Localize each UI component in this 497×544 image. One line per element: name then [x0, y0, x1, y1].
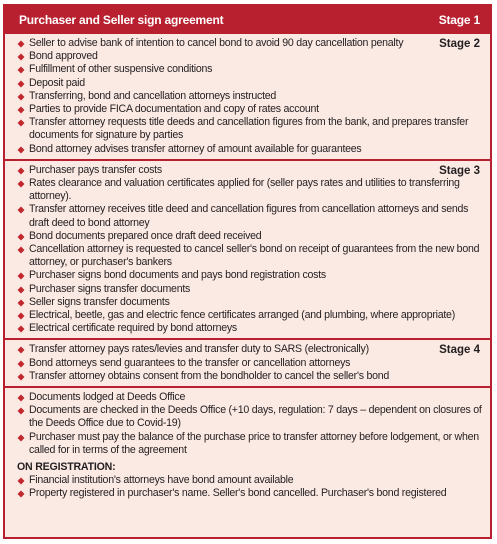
stage-section: [5, 338, 490, 386]
list-item: Seller to advise bank of intention to cancel bond to avoid 90 day cancellation penalty: [17, 37, 482, 50]
header-title: Purchaser and Seller sign agreement: [19, 13, 224, 27]
list-item: Documents are checked in the Deeds Office (+10 days, regulation: 7 days – dependent on closures of the Deeds Office due to Covid-19): [17, 404, 482, 430]
list-item: Purchaser pays transfer costs: [17, 164, 482, 177]
list-item: Bond documents prepared once draft deed received: [17, 230, 482, 243]
list-item: Electrical certificate required by bond attorneys: [17, 322, 482, 335]
header-stage-label: Stage 1: [438, 13, 480, 27]
list-item: Bond approved: [17, 50, 482, 63]
list-item: Electrical, beetle, gas and electric fence certificates arranged (and plumbing, where appropriate): [17, 309, 482, 322]
on-registration-heading: ON REGISTRATION:: [17, 461, 116, 474]
bullet-list: [17, 164, 482, 336]
bullet-list: [17, 343, 482, 383]
stage-section: [5, 34, 490, 159]
bullet-list: [17, 37, 482, 156]
list-item: Purchaser must pay the balance of the purchase price to transfer attorney before lodgement, or when called for in terms of the agreement: [17, 431, 482, 457]
stage-label: Stage 2: [439, 38, 480, 50]
list-item: Property registered in purchaser's name. Seller's bond cancelled. Purchaser's bond registered: [17, 487, 482, 500]
stage-label: Stage 3: [439, 164, 480, 177]
list-item: Transfer attorney pays rates/levies and transfer duty to SARS (electronically): [17, 343, 482, 356]
list-item: Fulfillment of other suspensive conditions: [17, 63, 482, 76]
list-item: Purchaser signs bond documents and pays bond registration costs: [17, 269, 482, 282]
list-item: Transfer attorney receives title deed and cancellation figures from cancellation attorneys and sends draft deed to bond attorney: [17, 203, 482, 229]
list-item: Seller signs transfer documents: [17, 296, 482, 309]
list-item: Purchaser signs transfer documents: [17, 283, 482, 296]
bullet-list: [17, 391, 482, 457]
list-item: Rates clearance and valuation certificates applied for (seller pays rates and utilities to transferring attorney).: [17, 177, 482, 203]
stage-label: Stage 4: [439, 344, 480, 357]
list-item: Documents lodged at Deeds Office: [17, 391, 482, 404]
list-item: Bond attorneys send guarantees to the transfer or cancellation attorneys: [17, 357, 482, 370]
list-item: Deposit paid: [17, 77, 482, 90]
list-item: Transferring, bond and cancellation attorneys instructed: [17, 90, 482, 103]
stage-section: [5, 159, 490, 339]
list-item: Financial institution's attorneys have bond amount available: [17, 474, 482, 487]
header-bar: [5, 6, 490, 34]
list-item: Parties to provide FICA documentation and copy of rates account: [17, 103, 482, 116]
list-item: Cancellation attorney is requested to cancel seller's bond on receipt of guarantees from the new bond attorney, or purchaser's bankers: [17, 243, 482, 269]
list-item: Bond attorney advises transfer attorney of amount available for guarantees: [17, 143, 482, 156]
list-item: Transfer attorney requests title deeds and cancellation figures from the bank, and prepares transfer documents for signature by parties: [17, 116, 482, 142]
process-table: [3, 4, 492, 539]
stage-section: [5, 386, 490, 503]
bullet-list: [17, 474, 482, 500]
list-item: Transfer attorney obtains consent from the bondholder to cancel the seller's bond: [17, 370, 482, 383]
